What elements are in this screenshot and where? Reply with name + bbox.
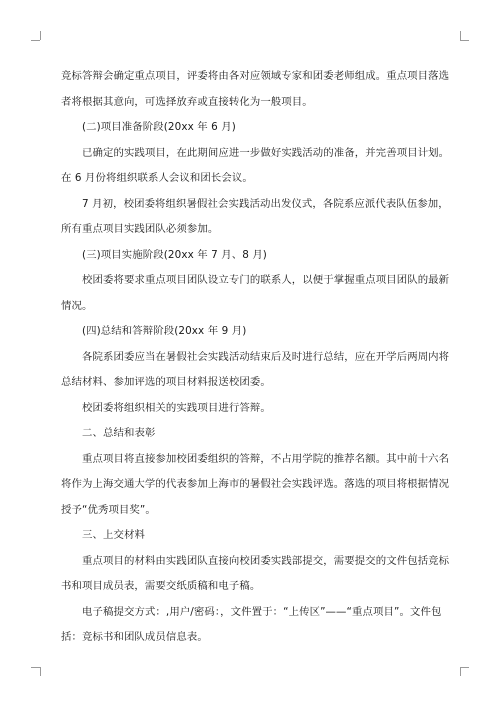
text-line: 在 6 月份将组织联系人会议和团长会议。	[61, 172, 253, 184]
paragraph	[61, 523, 441, 549]
text-line: 括：竞标书和团队成员信息表。	[61, 631, 208, 643]
paragraph	[61, 64, 450, 115]
text-line: 总结材料、参加评选的项目材料报送校团委。	[61, 376, 271, 388]
paragraph	[61, 319, 441, 345]
crop-mark-top-right-v	[460, 31, 461, 40]
crop-mark-top-left-h	[31, 40, 40, 41]
text-line: 各院系团委应当在暑假社会实践活动结束后及时进行总结，应在开学后两周内将	[82, 350, 450, 363]
crop-mark-bottom-left-h	[31, 667, 40, 668]
paragraph	[61, 549, 450, 600]
text-line: (二)项目准备阶段(20xx 年 6 月)	[82, 121, 236, 133]
text-line: 者将根据其意向，可选择放弃或直接转化为一般项目。	[61, 95, 313, 108]
text-line: 校团委将组织相关的实践项目进行答辩。	[82, 401, 271, 414]
text-line: 所有重点项目实践团队必须参加。	[61, 223, 219, 235]
paragraph	[61, 600, 441, 651]
text-line: 将作为上海交通大学的代表参加上海市的暑假社会实践评选。落选的项目将根据情况	[61, 478, 450, 490]
paragraph	[61, 268, 450, 319]
text-line: 重点项目的材料由实践团队直接向校团委实践部提交，需要提交的文件包括竞标	[82, 554, 450, 567]
crop-mark-bottom-right-h	[460, 667, 469, 668]
paragraph	[61, 243, 441, 269]
text-line: 已确定的实践项目，在此期间应进一步做好实践活动的准备，并完善项目计划。	[82, 146, 450, 159]
document-body	[61, 64, 450, 651]
paragraph	[61, 396, 441, 422]
paragraph	[61, 141, 450, 192]
crop-mark-bottom-right-v	[460, 667, 461, 676]
text-line: 书和项目成员表，需要交纸质稿和电子稿。	[61, 580, 261, 592]
text-line: (四)总结和答辩阶段(20xx 年 9 月)	[82, 325, 247, 337]
paragraph	[61, 345, 450, 396]
text-line: 三、上交材料	[82, 529, 145, 541]
text-line: 授予“优秀项目奖”。	[61, 503, 156, 516]
crop-mark-top-left-v	[40, 31, 41, 40]
text-line: 重点项目将直接参加校团委组织的答辩，不占用学院的推荐名额。其中前十六名	[82, 452, 450, 465]
paragraph	[61, 421, 441, 447]
paragraph	[61, 192, 449, 243]
text-line: 二、总结和表彰	[82, 427, 156, 439]
text-line: (三)项目实施阶段(20xx 年 7 月、8 月)	[82, 248, 267, 261]
paragraph	[61, 447, 450, 524]
crop-mark-top-right-h	[460, 40, 469, 41]
text-line: 7 月初，校团委将组织暑假社会实践活动出发仪式，各院系应派代表队伍参加，	[82, 197, 449, 210]
text-line: 电子稿提交方式：,用户/密码：，文件置于：“上传区”——“重点项目”。文件包	[82, 605, 442, 618]
text-line: 情况。	[61, 299, 93, 312]
text-line: 校团委将要求重点项目团队设立专门的联系人，以便于掌握重点项目团队的最新	[82, 274, 450, 286]
paragraph	[61, 115, 441, 141]
text-line: 竞标答辩会确定重点项目，评委将由各对应领域专家和团委老师组成。重点项目落选	[61, 70, 450, 82]
crop-mark-bottom-left-v	[40, 667, 41, 676]
